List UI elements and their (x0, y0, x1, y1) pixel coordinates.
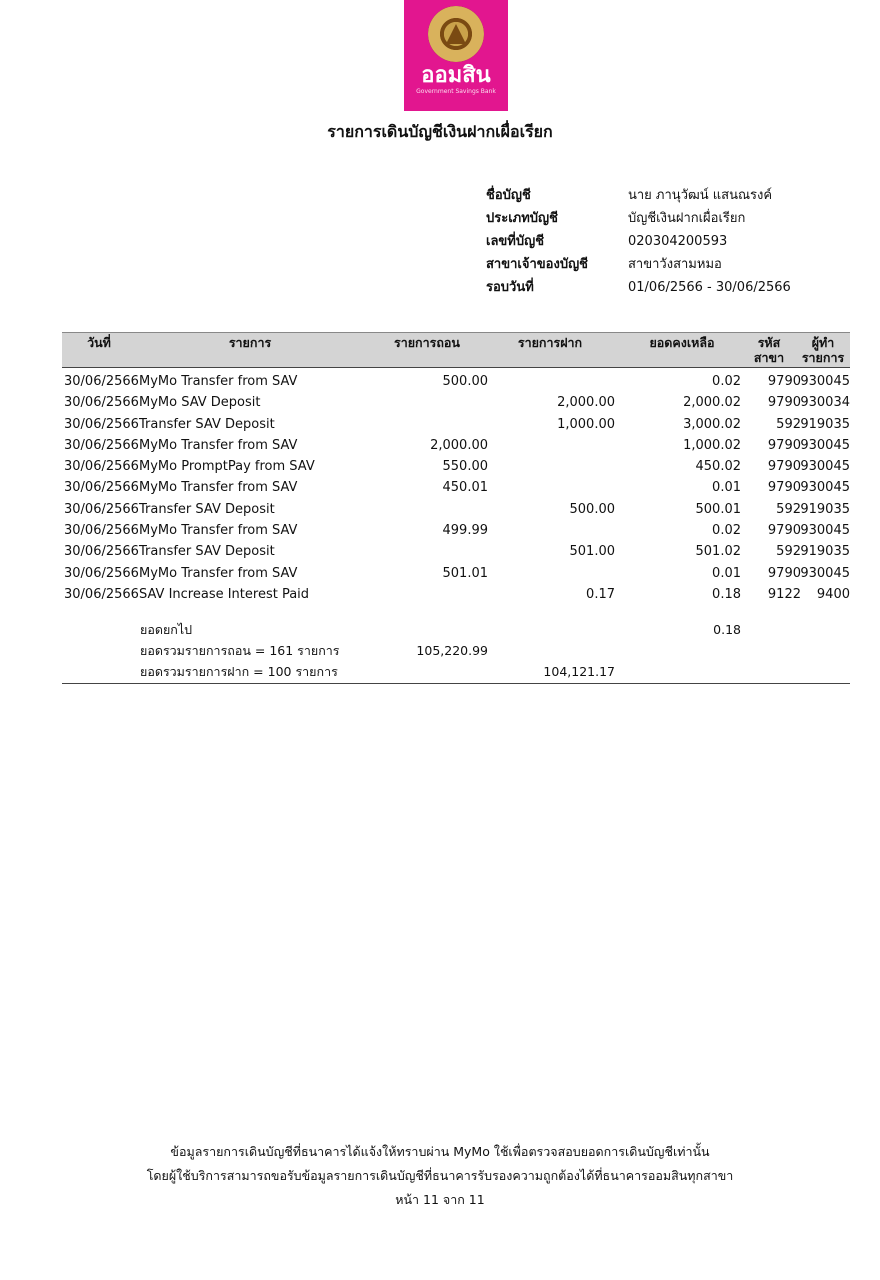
table-row (62, 520, 850, 541)
table-row (62, 563, 850, 584)
account-info-row (486, 253, 846, 276)
header-operator-line2: รายการ (801, 350, 845, 365)
cell-operator: 9400 (816, 586, 850, 602)
cell-operator: 919035 (800, 416, 850, 432)
cell-date: 30/06/2566 (64, 544, 139, 560)
account-info-label: รอบวันที่ (486, 280, 534, 295)
cell-branch: 9790 (767, 374, 801, 389)
cell-date: 30/06/2566 (64, 459, 139, 475)
cell-balance: 500.01 (695, 501, 741, 517)
cell-branch: 9122 (767, 586, 801, 602)
header-description: รายการ (228, 335, 272, 350)
cell-withdraw: 450.01 (442, 480, 488, 496)
carry-label: ยอดยกไป (140, 622, 193, 638)
account-info-label: เลขที่บัญชี (486, 234, 545, 249)
cell-branch: 9790 (767, 480, 801, 496)
account-info-row (486, 207, 846, 230)
account-info-value: 020304200593 (628, 234, 728, 249)
cell-date: 30/06/2566 (64, 416, 139, 432)
account-info-value: สาขาวังสามหมอ (628, 257, 722, 272)
header-balance: ยอดคงเหลือ (649, 335, 715, 350)
account-info (486, 184, 846, 299)
account-info-value: 01/06/2566 - 30/06/2566 (628, 280, 791, 295)
cell-operator: 930045 (800, 459, 850, 475)
header-branch-line2: สาขา (753, 350, 785, 365)
cell-branch: 9790 (767, 523, 801, 539)
account-info-label: สาขาเจ้าของบัญชี (486, 257, 588, 272)
cell-operator: 930045 (800, 480, 850, 496)
cell-withdraw: 500.00 (442, 374, 488, 389)
cell-description: Transfer SAV Deposit (139, 416, 275, 432)
table-row (62, 477, 850, 498)
table-bottom-rule (62, 683, 850, 684)
cell-operator: 930034 (800, 395, 850, 411)
table-row (62, 392, 850, 413)
header-withdraw: รายการถอน (394, 335, 460, 350)
account-info-label: ประเภทบัญชี (486, 211, 558, 226)
cell-deposit: 0.17 (586, 586, 615, 602)
cell-deposit: 501.00 (569, 544, 615, 560)
account-info-value: บัญชีเงินฝากเผื่อเรียก (628, 211, 746, 226)
cell-balance: 0.18 (712, 586, 741, 602)
cell-description: MyMo Transfer from SAV (139, 374, 298, 389)
account-info-row (486, 276, 846, 299)
cell-branch: 592 (776, 544, 801, 560)
cell-deposit: 500.00 (569, 501, 615, 517)
cell-description: MyMo PromptPay from SAV (139, 459, 315, 475)
cell-deposit: 2,000.00 (557, 395, 615, 411)
cell-balance: 0.01 (712, 480, 741, 496)
header-date: วันที่ (87, 335, 111, 350)
page-title: รายการเดินบัญชีเงินฝากเผื่อเรียก (327, 122, 553, 141)
header-operator-line1: ผู้ทำ (811, 335, 835, 350)
table-row (62, 435, 850, 456)
logo-subtitle: Government Savings Bank (416, 88, 496, 95)
table-header (62, 332, 850, 368)
carry-value: 0.18 (713, 622, 741, 638)
cell-description: MyMo Transfer from SAV (139, 480, 298, 496)
account-info-row (486, 184, 846, 207)
cell-balance: 3,000.02 (683, 416, 741, 432)
cell-balance: 0.02 (712, 374, 741, 389)
cell-description: MyMo SAV Deposit (139, 395, 261, 411)
table-row (62, 414, 850, 435)
cell-description: SAV Increase Interest Paid (139, 586, 310, 602)
withdraw-total-label: ยอดรวมรายการถอน = 161 รายการ (140, 643, 340, 659)
account-info-label: ชื่อบัญชี (486, 188, 531, 203)
cell-description: Transfer SAV Deposit (139, 544, 275, 560)
cell-withdraw: 2,000.00 (430, 437, 488, 453)
cell-date: 30/06/2566 (64, 523, 139, 539)
cell-operator: 919035 (800, 501, 850, 517)
cell-balance: 2,000.02 (683, 395, 741, 411)
cell-branch: 9790 (767, 459, 801, 475)
bank-logo (404, 0, 508, 111)
deposit-total-label: ยอดรวมรายการฝาก = 100 รายการ (140, 664, 338, 680)
cell-withdraw: 550.00 (442, 459, 488, 475)
cell-operator: 930045 (800, 437, 850, 453)
table-row (62, 371, 850, 392)
cell-balance: 501.02 (695, 544, 741, 560)
cell-operator: 930045 (800, 565, 850, 581)
header-deposit: รายการฝาก (517, 335, 583, 350)
cell-date: 30/06/2566 (64, 565, 139, 581)
bank-seal-icon (428, 6, 484, 62)
table-row (62, 584, 850, 605)
footer-note-1: ข้อมูลรายการเดินบัญชีที่ธนาคารได้แจ้งให้ทราบผ่าน MyMo ใช้เพื่อตรวจสอบยอดการเดินบัญชีเท่านั้น (170, 1144, 710, 1159)
cell-branch: 592 (776, 501, 801, 517)
footer-note-2: โดยผู้ใช้บริการสามารถขอรับข้อมูลรายการเดินบัญชีที่ธนาคารรับรองความถูกต้องได้ที่ธนาคารออมสินทุกสาขา (146, 1168, 734, 1183)
cell-balance: 0.02 (712, 523, 741, 539)
cell-date: 30/06/2566 (64, 374, 139, 389)
page-number: หน้า 11 จาก 11 (395, 1192, 485, 1207)
cell-description: MyMo Transfer from SAV (139, 565, 298, 581)
table-row (62, 541, 850, 562)
cell-branch: 9790 (767, 437, 801, 453)
table-row (62, 499, 850, 520)
summary (62, 619, 850, 682)
cell-balance: 450.02 (695, 459, 741, 475)
transaction-table (62, 332, 850, 684)
cell-branch: 9790 (767, 565, 801, 581)
deposit-total-value: 104,121.17 (543, 664, 615, 680)
cell-deposit: 1,000.00 (557, 416, 615, 432)
cell-balance: 0.01 (712, 565, 741, 581)
footer (0, 1140, 880, 1212)
cell-date: 30/06/2566 (64, 395, 139, 411)
summary-carry-row (62, 619, 850, 640)
cell-withdraw: 501.01 (442, 565, 488, 581)
cell-balance: 1,000.02 (683, 437, 741, 453)
summary-withdraw-row (62, 640, 850, 661)
account-info-value: นาย ภานุวัฒน์ แสนณรงค์ (628, 188, 773, 203)
logo-wordmark: ออมสิน (421, 63, 491, 88)
cell-date: 30/06/2566 (64, 437, 139, 453)
cell-date: 30/06/2566 (64, 586, 139, 602)
table-body (62, 371, 850, 605)
cell-branch: 9790 (767, 395, 801, 411)
cell-branch: 592 (776, 416, 801, 432)
cell-description: MyMo Transfer from SAV (139, 437, 298, 453)
cell-withdraw: 499.99 (442, 523, 488, 539)
withdraw-total-value: 105,220.99 (416, 643, 488, 659)
cell-description: MyMo Transfer from SAV (139, 523, 298, 539)
header-operator (796, 335, 850, 365)
cell-operator: 930045 (800, 374, 850, 389)
header-branch (748, 335, 790, 365)
cell-description: Transfer SAV Deposit (139, 501, 275, 517)
header-branch-line1: รหัส (757, 335, 781, 350)
cell-date: 30/06/2566 (64, 501, 139, 517)
summary-deposit-row (62, 661, 850, 682)
table-row (62, 456, 850, 477)
cell-date: 30/06/2566 (64, 480, 139, 496)
cell-operator: 930045 (800, 523, 850, 539)
account-info-row (486, 230, 846, 253)
cell-operator: 919035 (800, 544, 850, 560)
